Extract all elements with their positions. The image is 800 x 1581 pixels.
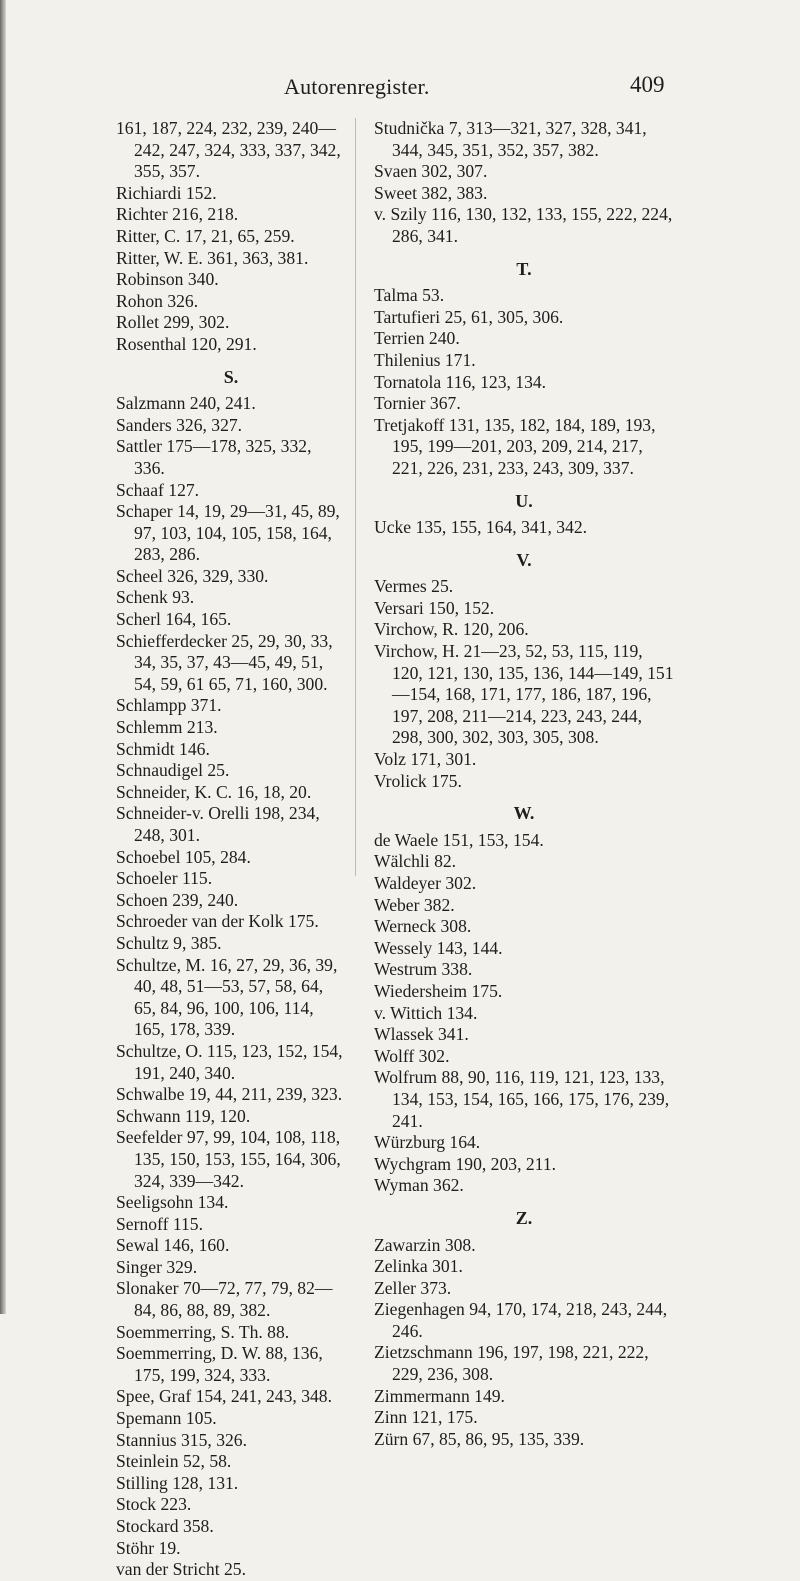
index-entry: Zelinka 301. — [374, 1256, 463, 1277]
index-entry: Schwalbe 19, 44, 211, 239, 323. — [116, 1084, 343, 1105]
index-entry: Wolff 302. — [374, 1045, 450, 1066]
index-entry: Ritter, W. E. 361, 363, 381. — [116, 247, 309, 268]
index-entry: Schwann 119, 120. — [116, 1105, 251, 1126]
index-entry: Schultze, O. 115, 123, 152, 154, 191, 240, 340. — [116, 1040, 343, 1083]
index-entry: Studnička 7, 313—321, 327, 328, 341, 344, 345, 351, 352, 357, 382. — [374, 118, 647, 160]
section-letter-heading: T. — [516, 258, 532, 279]
section-letter-heading: Z. — [515, 1207, 533, 1228]
index-entry: Richter 216, 218. — [116, 204, 239, 225]
index-entry: Seeligsohn 134. — [116, 1192, 229, 1213]
index-entry: Vrolick 175. — [374, 770, 462, 791]
index-entry: Zinn 121, 175. — [374, 1407, 478, 1428]
index-entry: Wlassek 341. — [374, 1024, 469, 1045]
page-number: 409 — [630, 72, 665, 97]
section-letter-heading: U. — [515, 490, 533, 511]
index-entry: Wessely 143, 144. — [374, 937, 503, 958]
index-entry: Rohon 326. — [116, 290, 199, 311]
index-entry: Steinlein 52, 58. — [116, 1451, 232, 1472]
index-entry: Schroeder van der Kolk 175. — [116, 911, 319, 932]
index-entry: Tretjakoff 131, 135, 182, 184, 189, 193, 195, 199—201, 203, 209, 214, 217, 221, 226, 231, 233, 243, 309, 337. — [374, 414, 656, 478]
index-entry: Zawarzin 308. — [374, 1234, 476, 1255]
index-entry: Ucke 135, 155, 164, 341, 342. — [374, 517, 588, 538]
index-entry: Rosenthal 120, 291. — [116, 333, 257, 354]
index-entry: v. Wittich 134. — [374, 1002, 478, 1023]
index-entry: Zürn 67, 85, 86, 95, 135, 339. — [374, 1428, 585, 1449]
index-entry: van der Stricht 25. — [116, 1559, 246, 1580]
index-entry: Schlemm 213. — [116, 717, 218, 738]
column-divider — [355, 118, 356, 876]
index-entry: Terrien 240. — [374, 328, 460, 349]
index-entry: Schultze, M. 16, 27, 29, 36, 39, 40, 48, 51—53, 57, 58, 64, 65, 84, 96, 100, 106, 114, 165, 178, 339. — [116, 954, 338, 1040]
index-entry: Schnaudigel 25. — [116, 760, 230, 781]
index-entry: Sattler 175—178, 325, 332, 336. — [116, 436, 312, 478]
index-entry: Schmidt 146. — [116, 738, 210, 759]
index-entry: Soemmerring, S. Th. 88. — [116, 1321, 290, 1342]
index-entry: Stöhr 19. — [116, 1537, 181, 1558]
index-entry: Schoeler 115. — [116, 868, 213, 889]
index-entry: Thilenius 171. — [374, 349, 476, 370]
index-entry: Schaaf 127. — [116, 479, 200, 500]
section-letter-heading: W. — [513, 803, 535, 824]
index-entry: 161, 187, 224, 232, 239, 240—242, 247, 324, 333, 337, 342, 355, 357. — [116, 118, 341, 182]
index-entry: Wychgram 190, 203, 211. — [374, 1153, 557, 1174]
index-entry: Ziegenhagen 94, 170, 174, 218, 243, 244, 246. — [374, 1299, 668, 1341]
index-column-right — [374, 118, 674, 1450]
index-entry: Rollet 299, 302. — [116, 312, 230, 333]
index-entry: Zeller 373. — [374, 1277, 452, 1298]
index-entry: Schneider, K. C. 16, 18, 20. — [116, 781, 312, 802]
index-entry: Volz 171, 301. — [374, 749, 477, 770]
index-entry: Wyman 362. — [374, 1175, 464, 1196]
index-entry: de Waele 151, 153, 154. — [374, 829, 544, 850]
index-entry: Slonaker 70—72, 77, 79, 82—84, 86, 88, 89, 382. — [116, 1278, 333, 1321]
index-entry: Schaper 14, 19, 29—31, 45, 89, 97, 103, 104, 105, 158, 164, 283, 286. — [116, 501, 340, 565]
index-column-left — [116, 118, 346, 1581]
index-entry: Robinson 340. — [116, 269, 219, 290]
index-entry: Sanders 326, 327. — [116, 414, 243, 435]
index-entry: Sewal 146, 160. — [116, 1235, 230, 1256]
index-entry: Schoen 239, 240. — [116, 889, 239, 910]
page-header — [0, 74, 800, 104]
index-entry: Richiardi 152. — [116, 182, 217, 203]
index-entry: Spemann 105. — [116, 1408, 217, 1429]
index-entry: Seefelder 97, 99, 104, 108, 118, 135, 150, 153, 155, 164, 306, 324, 339—342. — [116, 1127, 341, 1191]
section-letter-heading: V. — [516, 549, 532, 570]
index-entry: Tornier 367. — [374, 393, 461, 414]
index-entry: Schenk 93. — [116, 587, 195, 608]
index-entry: v. Szily 116, 130, 132, 133, 155, 222, 224, 286, 341. — [374, 204, 673, 246]
index-entry: Sernoff 115. — [116, 1213, 203, 1234]
index-entry: Zimmermann 149. — [374, 1385, 505, 1406]
index-entry: Wiedersheim 175. — [374, 980, 503, 1001]
index-entry: Stockard 358. — [116, 1516, 214, 1536]
index-entry: Wolfrum 88, 90, 116, 119, 121, 123, 133, 134, 153, 154, 165, 166, 175, 176, 239, 241. — [374, 1067, 670, 1131]
page-binding-edge — [0, 0, 6, 1314]
index-entry: Salzmann 240, 241. — [116, 393, 256, 414]
running-title: Autorenregister. — [284, 74, 430, 99]
index-entry: Werneck 308. — [374, 916, 472, 937]
index-entry: Westrum 338. — [374, 959, 473, 980]
index-entry: Schultz 9, 385. — [116, 932, 222, 953]
index-entry: Soemmerring, D. W. 88, 136, 175, 199, 324, 333. — [116, 1343, 323, 1385]
index-entry: Tartufieri 25, 61, 305, 306. — [374, 306, 564, 327]
index-entry: Schlampp 371. — [116, 695, 222, 716]
index-entry: Waldeyer 302. — [374, 873, 477, 893]
index-entry: Versari 150, 152. — [374, 597, 495, 618]
index-entry: Schneider-v. Orelli 198, 234, 248, 301. — [116, 803, 320, 845]
index-entry: Würzburg 164. — [374, 1132, 481, 1153]
index-entry: Ritter, C. 17, 21, 65, 259. — [116, 225, 295, 246]
index-entry: Vermes 25. — [374, 576, 454, 597]
index-entry: Stilling 128, 131. — [116, 1472, 239, 1493]
index-entry: Virchow, R. 120, 206. — [374, 619, 529, 640]
index-entry: Stock 223. — [116, 1494, 192, 1515]
index-entry: Wälchli 82. — [374, 851, 457, 872]
index-entry: Sweet 382, 383. — [374, 182, 488, 203]
index-entry: Scherl 164, 165. — [116, 609, 232, 630]
index-entry: Scheel 326, 329, 330. — [116, 565, 269, 586]
index-entry: Virchow, H. 21—23, 52, 53, 115, 119, 120, 121, 130, 135, 136, 144—149, 151—154, 168, 171, 177, 186, 187, 196, 197, 208, 211—214, 223, 243, 244, 298, 300, 302, 303, 305, 308. — [374, 641, 674, 748]
index-entry: Spee, Graf 154, 241, 243, 348. — [116, 1386, 332, 1407]
index-entry: Svaen 302, 307. — [374, 161, 488, 182]
index-entry: Schiefferdecker 25, 29, 30, 33, 34, 35, 37, 43—45, 49, 51, 54, 59, 61 65, 71, 160, 300. — [116, 630, 333, 694]
index-entry: Singer 329. — [116, 1256, 198, 1277]
index-entry: Zietzschmann 196, 197, 198, 221, 222, 229, 236, 308. — [374, 1342, 649, 1385]
index-entry: Weber 382. — [374, 894, 455, 915]
index-entry: Tornatola 116, 123, 134. — [374, 371, 547, 392]
index-entry: Talma 53. — [374, 285, 445, 306]
section-letter-heading: S. — [223, 366, 239, 387]
index-entry: Schoebel 105, 284. — [116, 846, 251, 867]
index-entry: Stannius 315, 326. — [116, 1429, 247, 1450]
